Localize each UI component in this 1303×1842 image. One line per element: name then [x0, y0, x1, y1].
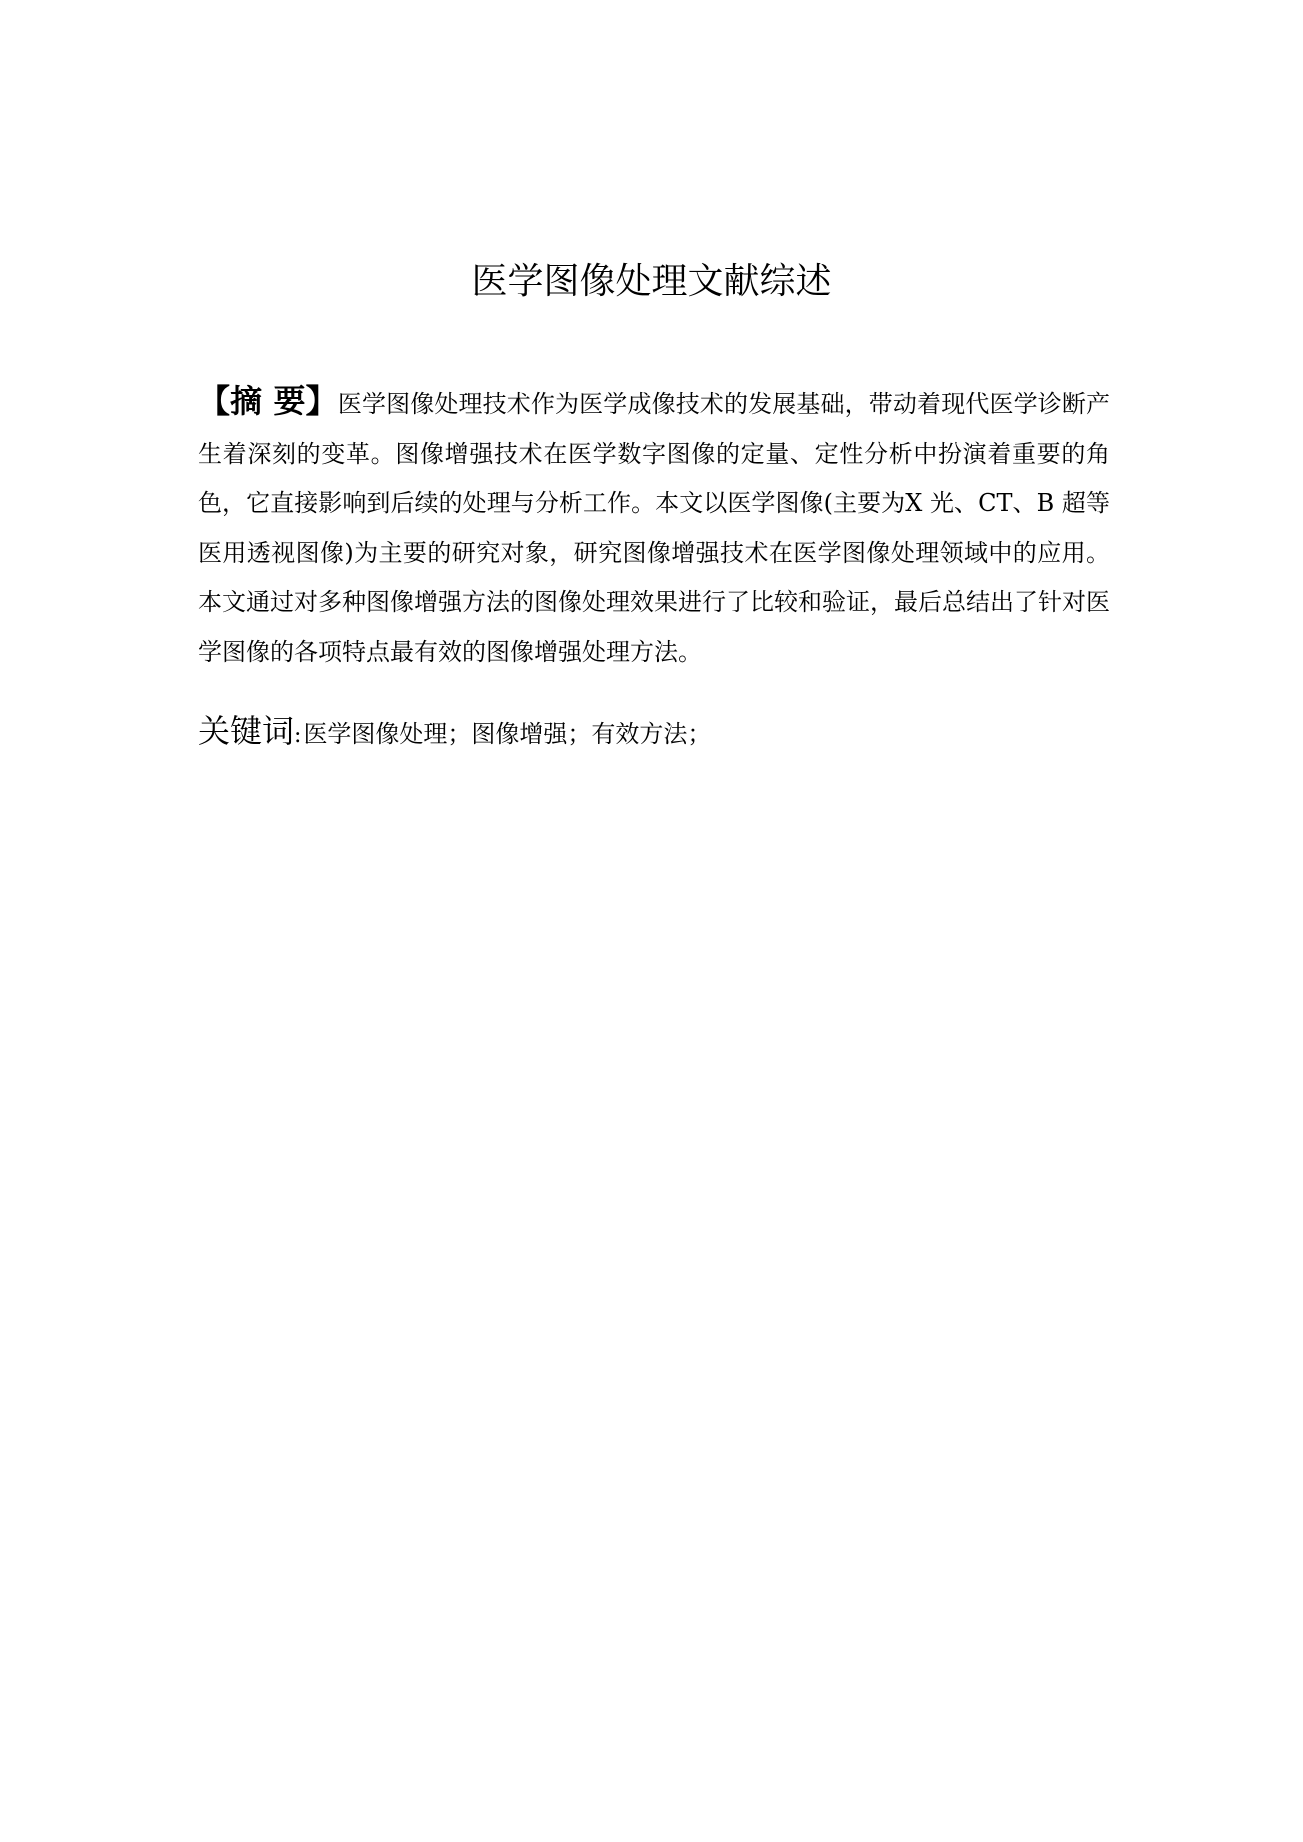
abstract-paragraph: [198, 377, 1110, 678]
keywords-text: 医学图像处理；图像增强；有效方法；: [303, 720, 712, 748]
keywords-label: 关键词: [198, 712, 295, 750]
abstract-label: 【摘 要】: [198, 382, 338, 420]
keywords-colon: :: [294, 723, 302, 748]
keywords-line: [198, 709, 1110, 758]
abstract-text: 医学图像处理技术作为医学成像技术的发展基础，带动着现代医学诊断产生着深刻的变革。图像增强技术在医学数字图像的定量、定性分析中扮演着重要的角色，它直接影响到后续的处理与分析工作。本文以医学图像(主要为X 光、CT、B 超等医用透视图像)为主要的研究对象，研究图像增强技术在医学图像处理领域中的应用。本文通过对多种图像增强方法的图像处理效果进行了比较和验证，最后总结出了针对医学图像的各项特点最有效的图像增强处理方法。: [198, 390, 1110, 666]
document-title: 医学图像处理文献综述: [471, 261, 832, 302]
